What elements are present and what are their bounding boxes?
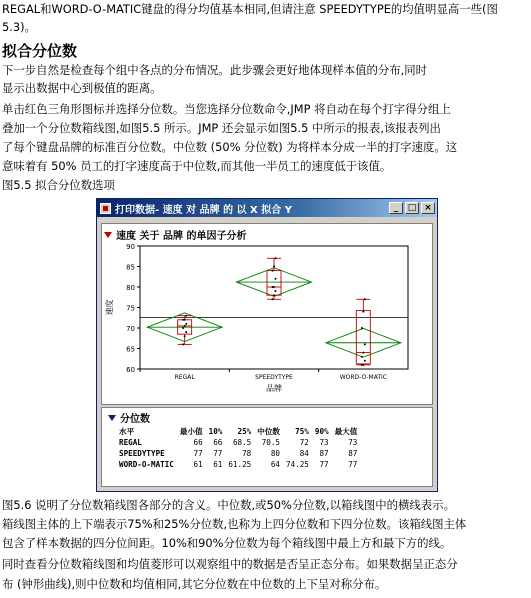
after-line-5: 布 (钟形曲线),则中位数和均值相同,其它分位数在中位数的上下呈对称分布。 [2,577,387,591]
table-cell: 77 [213,449,223,458]
minimize-button[interactable]: _ [389,202,403,214]
table-cell: 70.5 [261,438,281,447]
y-axis-label: 速度 [105,299,114,316]
y-tick-label: 70 [126,325,135,333]
data-point [272,270,274,272]
col-header: 最大值 [334,427,358,436]
body-line-4: 叠加一个分位数箱线图,如图5.5 所示。JMP 还会显示如图5.5 中所示的报表,该报表列出 [2,121,441,135]
after-line-4: 同时查看分位数箱线图和均值菱形可以观察组中的数据是否呈正态分布。如果数据呈正态分 [2,557,458,571]
data-point [362,311,364,313]
window-titlebar[interactable] [97,199,437,217]
data-point [275,257,277,259]
table-cell: 87 [319,449,329,458]
data-point [361,356,363,358]
data-point [362,352,364,354]
table-cell: 78 [242,449,252,458]
body-line-5: 了每个键盘品牌的标准百分位数。中位数 (50% 分位数) 为将样本分成一半的打字速度。这 [2,140,458,154]
quantiles-panel [101,407,433,487]
data-point [182,343,184,345]
y-tick-label: 75 [126,304,135,313]
data-point [361,327,363,329]
data-point [185,323,187,325]
maximize-button[interactable]: □ [405,202,419,214]
table-cell: WORD-O-MATIC [119,460,174,469]
col-header: 水平 [119,427,135,436]
table-cell: 73 [348,438,358,447]
y-tick-label: 90 [126,243,135,251]
table-cell: 61 [213,460,223,469]
window-title: 打印数据- 速度 对 品牌 的 以 X 拟合 Y [115,204,292,216]
data-point [272,298,274,300]
intro-line-2: 5.3)。 [2,20,36,34]
after-line-1: 图5.6 说明了分位数箱线图各部分的含义。中位数,或50%分位数,以箱线图中的横线表示。 [2,498,455,512]
table-cell: 66 [193,438,203,447]
x-tick-label: SPEEDYTYPE [255,374,293,381]
data-point [182,327,184,329]
table-cell: 66 [213,438,223,447]
jmp-window [96,198,438,492]
data-point [362,364,364,366]
body-line-3: 单击红色三角形图标并选择分位数。当您选择分位数命令,JMP 将自动在每个打字得分组上 [2,102,451,116]
y-tick-label: 65 [126,345,135,354]
col-header: 10% [208,427,223,436]
figure-caption: 图5.5 拟合分位数选项 [2,178,115,192]
table-cell: 80 [270,449,281,458]
col-header: 25% [237,427,252,436]
quantiles-title: 分位数 [120,414,150,425]
after-line-3: 包含了样本数据的四分位间距。10%和90%分位数为每个箱线图中最上方和最下方的线。 [2,536,452,550]
data-point [184,325,186,327]
table-row [116,437,360,448]
red-triangle-menu-icon[interactable] [104,232,112,238]
table-header-row [116,426,360,437]
table-cell: 87 [348,449,358,458]
table-cell: 73 [319,438,329,447]
col-header: 90% [314,427,329,436]
table-cell: 77 [193,449,203,458]
x-tick-label: REGAL [174,374,195,381]
oneway-panel [101,223,433,405]
intro-line-1: REGAL和WORD-O-MATIC键盘的得分均值基本相同,但请注意 SPEEDYTYPE的均值明显高一些(图 [2,2,498,16]
body-line-1: 下一步自然是检查每个组中各点的分布情况。此步骤会更好地体现样本值的分布,同时 [2,63,428,77]
table-cell: 68.5 [232,438,252,447]
table-row [116,459,360,470]
data-point [275,278,277,280]
data-point [185,315,187,317]
section-heading: 拟合分位数 [2,42,78,60]
data-point [364,343,366,345]
data-point [273,266,275,268]
y-tick-label: 85 [126,263,135,272]
body-line-6: 意味着有 50% 员工的打字速度高于中位数,而其他一半员工的速度低于该值。 [2,159,392,173]
table-cell: 74.25 [286,460,309,469]
oneway-header[interactable] [102,227,246,242]
oneway-chart [102,242,432,402]
data-point [275,290,277,292]
col-header: 中位数 [257,427,281,436]
y-tick-label: 80 [126,284,135,292]
table-row [116,448,360,459]
table-cell: 61 [193,460,203,469]
data-point [273,286,275,288]
x-axis-label: 品牌 [266,384,282,393]
table-cell: 77 [348,460,358,469]
table-cell: 84 [299,449,309,458]
table-cell: 64 [270,460,281,469]
table-cell: SPEEDYTYPE [119,449,165,458]
data-point [184,319,186,321]
disclosure-triangle-icon[interactable] [108,415,116,421]
table-cell: 61.25 [228,460,252,469]
data-point [364,298,366,300]
body-line-2: 显示出数据中心到极值的距离。 [2,81,162,95]
table-cell: 77 [319,460,329,469]
data-point [364,360,366,362]
close-button[interactable]: × [421,202,435,214]
y-tick-label: 60 [126,366,135,374]
col-header: 最小值 [179,427,203,436]
table-cell: REGAL [119,438,142,447]
table-cell: 72 [299,438,309,447]
x-tick-label: WORD-O-MATIC [339,374,387,381]
quantiles-header[interactable] [106,410,150,425]
data-point [185,331,187,333]
quantiles-table [116,426,360,470]
data-point [184,335,186,337]
oneway-title: 速度 关于 品牌 的单因子分析 [116,231,247,242]
col-header: 75% [295,427,309,436]
app-icon [100,203,111,214]
after-line-2: 箱线图主体的上下端表示75%和25%分位数,也称为上四分位数和下四分位数。该箱线图主体 [2,517,467,531]
data-point [273,294,275,296]
